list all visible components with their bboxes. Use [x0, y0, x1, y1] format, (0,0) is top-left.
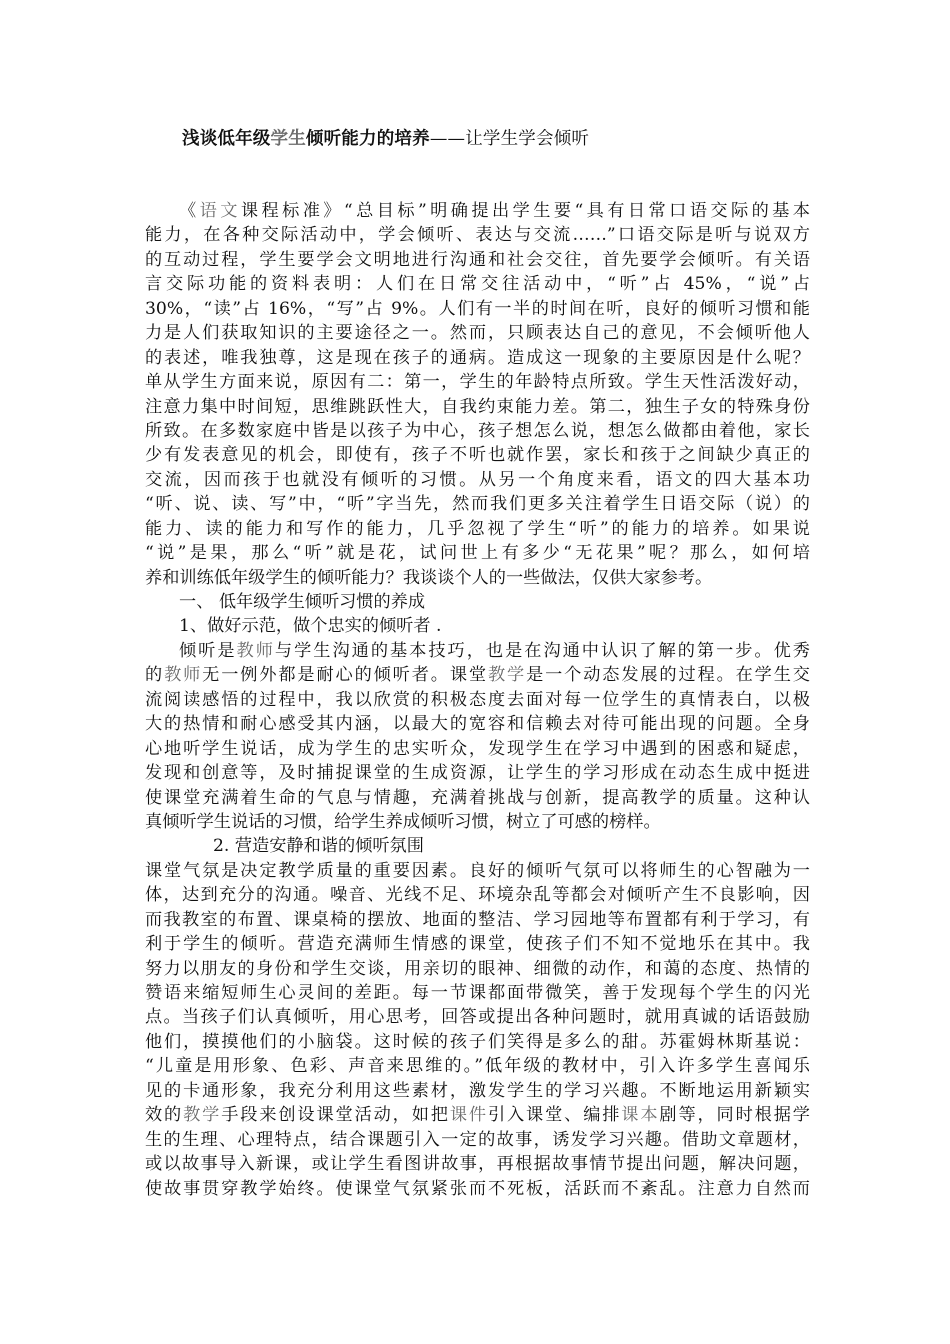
text-line: 的表述，唯我独尊，这是现在孩子的通病。造成这一现象的主要原因是什么呢？ — [145, 347, 810, 368]
text-line: 效的教学手段来创设课堂活动，如把课件引入课堂、编排课本剧等，同时根据学 — [145, 1105, 810, 1126]
keyword-link[interactable]: 教师 — [236, 640, 275, 661]
text-line: 交流，因而孩于也就没有倾听的习惯。从另一个角度来看，语文的四大基本功 — [145, 469, 810, 490]
text-line: 赞语来缩短师生心灵间的差距。每一节课都面带微笑，善于发现每个学生的闪光 — [145, 983, 810, 1003]
text-line: “儿童是用形象、色彩、声音来思维的。”低年级的教材中，引入许多学生喜闻乐 — [145, 1056, 810, 1077]
text-line: 见的卡通形象，我充分利用这些素材，激发学生的学习兴趣。不断地运用新颖实 — [145, 1080, 810, 1101]
text-line: 点。当孩子们认真倾听，用心思考，回答或提出各种问题时，就用真诚的话语鼓励 — [145, 1007, 810, 1028]
title-part-1: 浅谈低年级 — [182, 129, 271, 149]
keyword-link[interactable]: 教学 — [487, 665, 527, 686]
text-line: 生的生理、心理特点，结合课题引入一定的故事，诱发学习兴趣。借助文章题材， — [145, 1129, 810, 1150]
text-line: 单从学生方面来说，原因有二：第一，学生的年龄特点所致。学生天性活泼好动， — [145, 372, 810, 393]
keyword-link[interactable]: 课本 — [621, 1105, 660, 1126]
text-line: 真倾听学生说话的习惯，给学生养成倾听习惯，树立了可感的榜样。 — [145, 811, 661, 832]
text-line: 课堂气氛是决定教学质量的重要因素。良好的倾听气氛可以将师生的心智融为一 — [145, 860, 810, 881]
text-line: 言交际功能的资料表明：人们在日常交往活动中，“听”占 45%，“说”占 — [145, 274, 810, 295]
text-line: 发现和创意等，及时捕捉课堂的生成资源，让学生的学习形成在动态生成中挺进 — [145, 763, 810, 784]
text-line: 使故事贯穿教学始终。使课堂气氛紧张而不死板，活跃而不紊乱。注意力自然而 — [145, 1178, 810, 1199]
text-line: “听、说、读、写”中，“听”字当先，然而我们更多关注着学生日语交际（说）的 — [145, 494, 810, 515]
keyword-link[interactable]: 课件 — [449, 1105, 488, 1126]
text-line: 利于学生的倾听。营造充满师生情感的课堂，使孩子们不知不觉地乐在其中。我 — [145, 934, 810, 955]
text-line — [145, 1201, 810, 1225]
text-line: 力是人们获取知识的主要途径之一。然而，只顾表达自己的意见，不会倾听他人 — [145, 323, 810, 344]
document-title — [182, 125, 589, 150]
text-line: 注意力集中时间短，思维跳跃性大，自我约束能力差。第二，独生子女的特殊身份 — [145, 396, 810, 417]
text-line: 他们，摸摸他们的小脑袋。这时候的孩子们笑得是多么的甜。苏霍姆林斯基说： — [145, 1031, 810, 1052]
section-heading: 一、 低年级学生倾听习惯的养成 — [179, 592, 426, 612]
text-line: 或以故事导入新课，或让学生看图讲故事，再根据故事情节提出问题，解决问题， — [145, 1154, 810, 1175]
text-line: 的互动过程，学生要学会文明地进行沟通和社会交往，首先要学会倾听。有关语 — [145, 249, 810, 270]
title-link-students[interactable]: 学生 — [270, 129, 306, 149]
title-subtitle: ——让学生学会倾听 — [429, 129, 590, 149]
text-line: 30%，“读”占 16%，“写”占 9%。人们有一半的时间在听，良好的倾听习惯和能 — [145, 298, 810, 319]
text-line: 而我教室的布置、课桌椅的摆放、地面的整洁、学习园地等布置都有利于学习，有 — [145, 909, 810, 930]
text-line: 流阅读感悟的过程中，我以欣赏的积极态度去面对每一位学生的真情表白，以极 — [145, 689, 810, 710]
subsection-heading: 2. 营造安静和谐的倾听氛围 — [213, 836, 424, 857]
text-line: 能力、读的能力和写作的能力，几乎忽视了学生“听”的能力的培养。如果说 — [145, 518, 810, 539]
text-line: 体，达到充分的沟通。噪音、光线不足、环境杂乱等都会对倾听产生不良影响，因 — [145, 885, 810, 906]
text-line: 倾听是教师与学生沟通的基本技巧，也是在沟通中认识了解的第一步。优秀 — [179, 640, 810, 661]
keyword-link[interactable]: 教师 — [164, 665, 203, 686]
text-line: 少有发表意见的机会，即使有，孩子不听也就作罢，家长和孩于之间缺少真正的 — [145, 445, 810, 466]
keyword-link[interactable]: 语文 — [199, 201, 241, 221]
text-line: 《语文课程标准》“总目标”明确提出学生要“具有日常口语交际的基本 — [179, 201, 810, 221]
text-line: 所致。在多数家庭中皆是以孩子为中心，孩子想怎么说，想怎么做都由着他，家长 — [145, 420, 810, 441]
text-line: 养和训练低年级学生的倾听能力？我谈谈个人的一些做法，仅供大家参考。 — [145, 567, 713, 588]
title-part-3: 倾听能力的培养 — [305, 129, 430, 149]
document-body — [145, 199, 810, 1225]
keyword-link[interactable]: 教学 — [183, 1105, 222, 1126]
text-line: “说”是果，那么“听”就是花，试问世上有多少“无花果”呢？那么，如何培 — [145, 543, 810, 564]
text-line: 努力以朋友的身份和学生交谈，用亲切的眼神、细微的动作，和蔼的态度、热情的 — [145, 958, 810, 979]
text-line: 心地听学生说话，成为学生的忠实听众，发现学生在学习中遇到的困惑和疑虑， — [145, 738, 810, 759]
text-line: 使课堂充满着生命的气息与情趣，充满着挑战与创新，提高教学的质量。这种认 — [145, 787, 810, 808]
text-line: 能力，在各种交际活动中，学会倾听、表达与交流……”口语交际是听与说双方 — [145, 225, 810, 246]
text-line: 的教师无一例外都是耐心的倾听者。课堂教学是一个动态发展的过程。在学生交 — [145, 665, 810, 686]
subsection-heading: 1、做好示范，做个忠实的倾听者 . — [179, 616, 442, 637]
text-line: 大的热情和耐心感受其内涵，以最大的宽容和信赖去对待可能出现的问题。全身 — [145, 714, 810, 735]
